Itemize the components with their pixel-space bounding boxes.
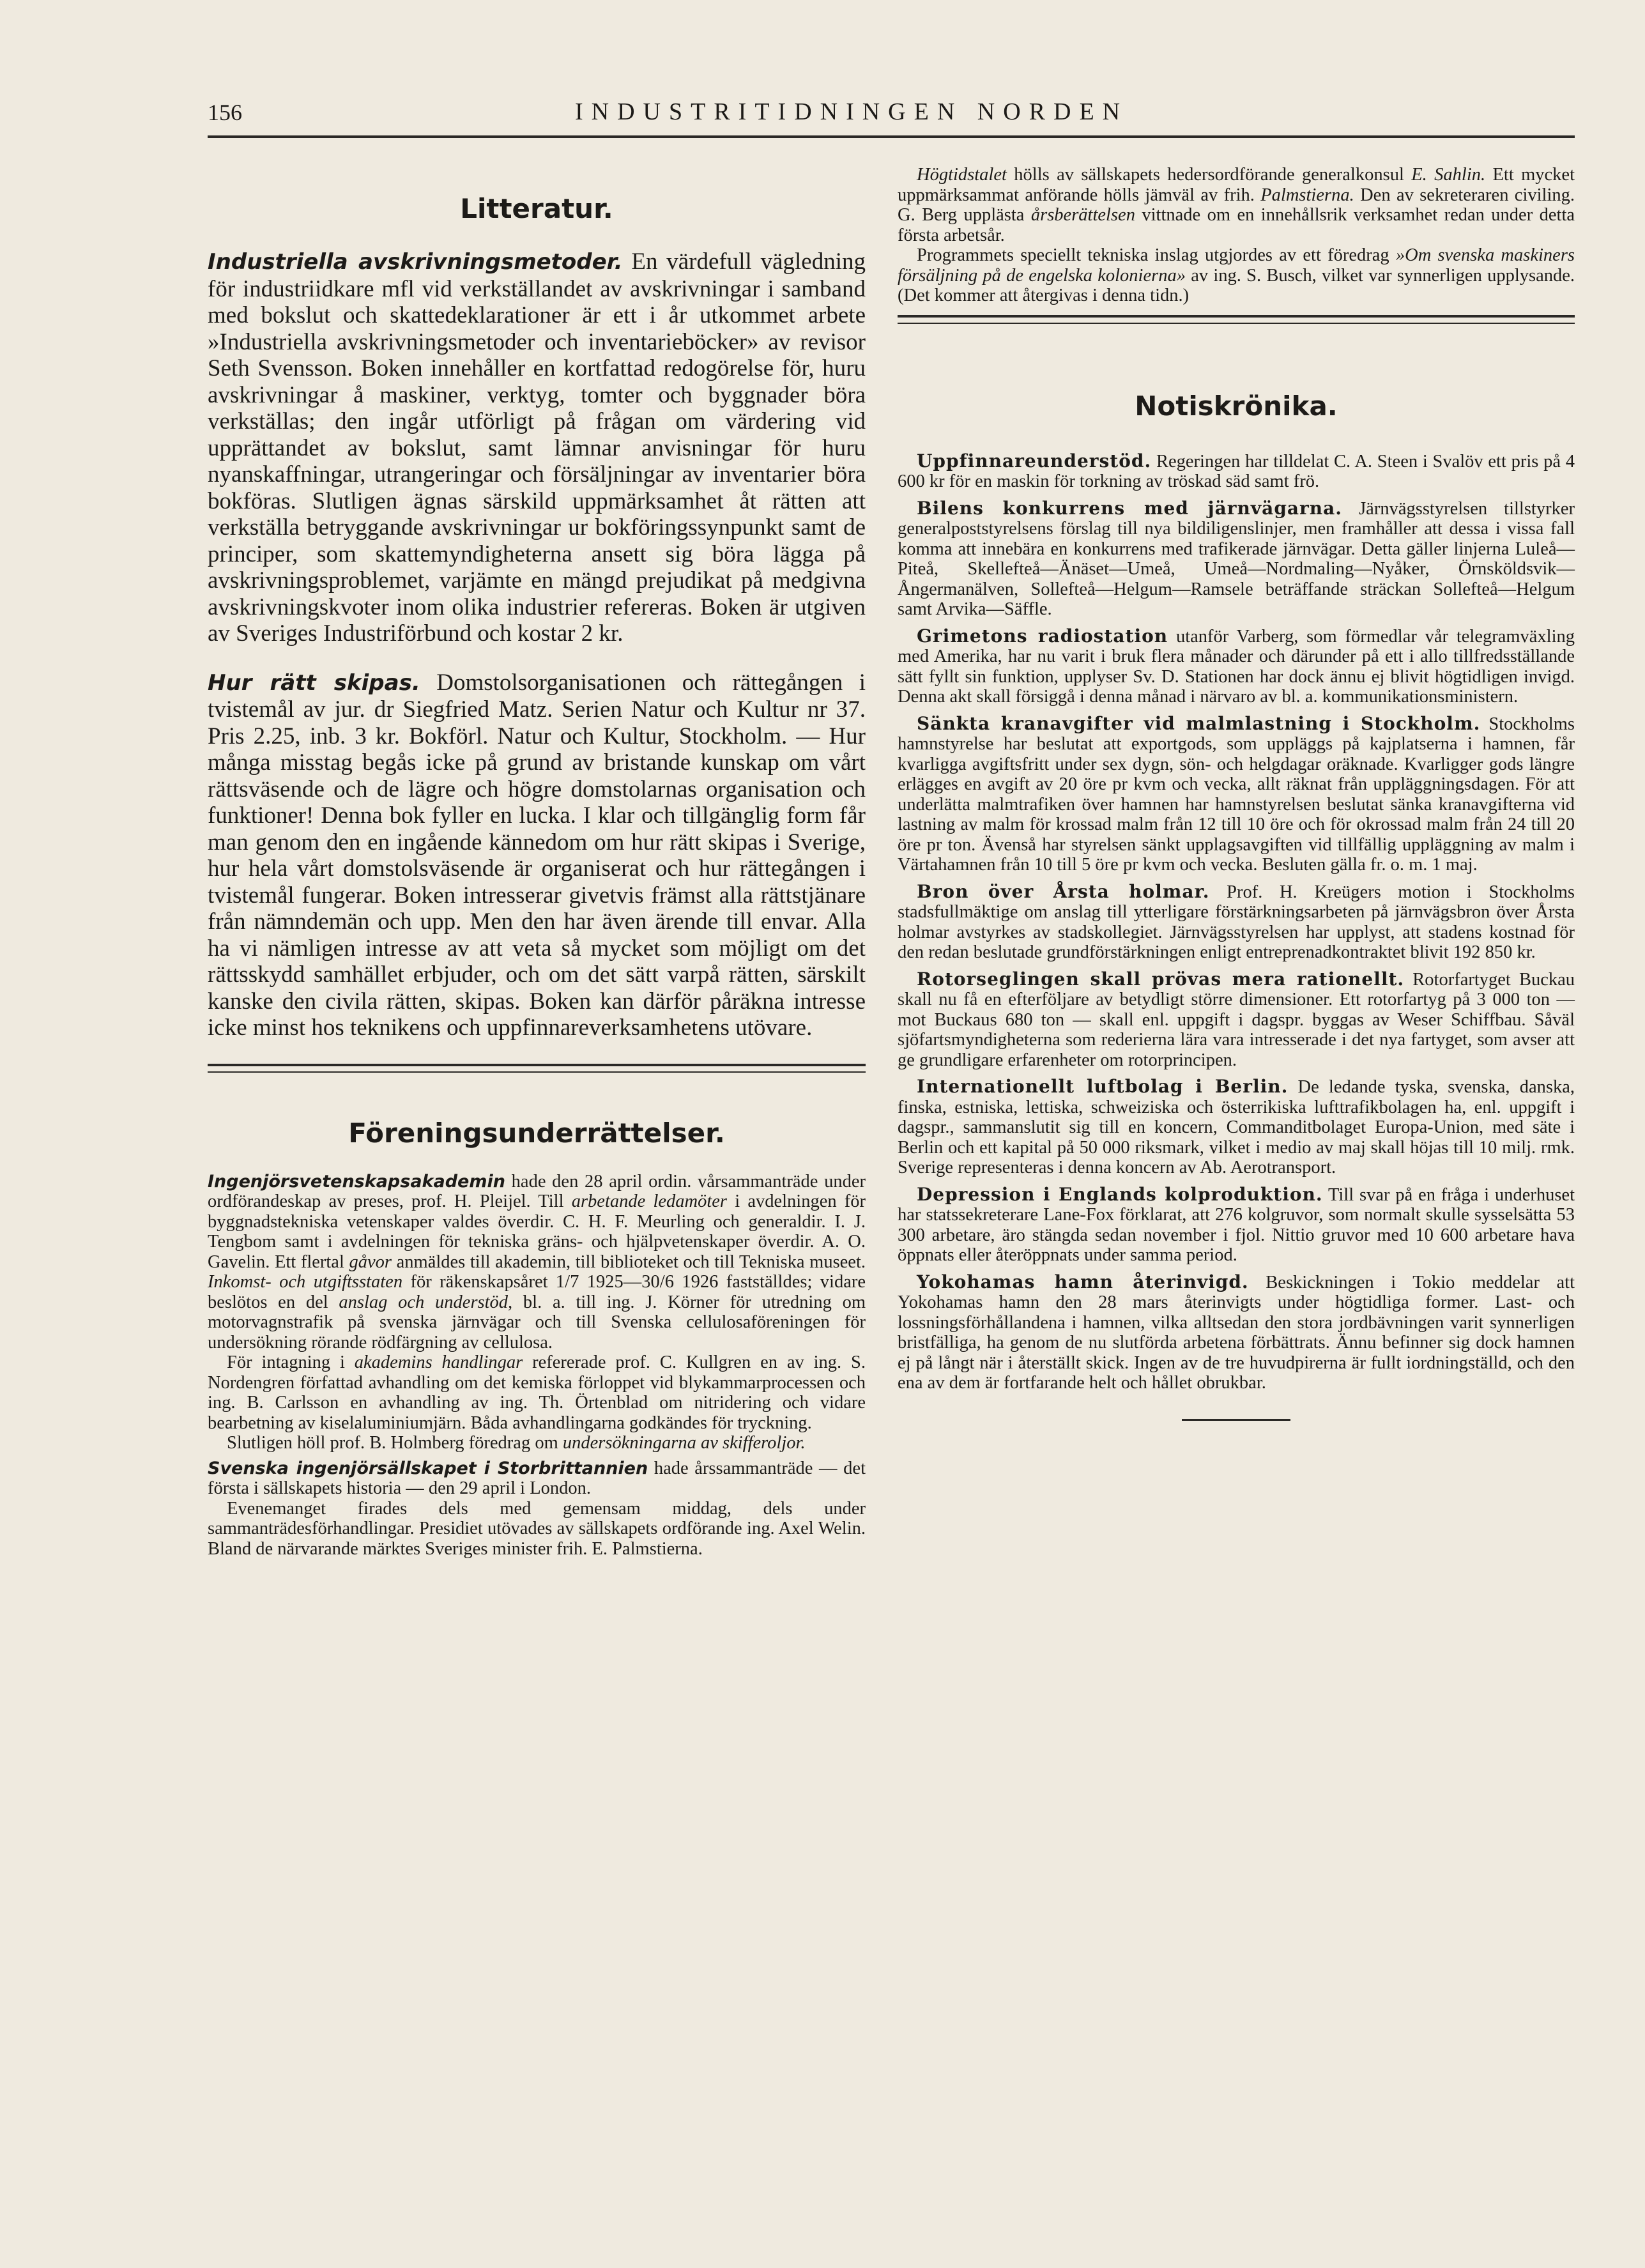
news-item <box>898 1077 1575 1178</box>
header-rule <box>208 135 1575 138</box>
page-number: 156 <box>208 100 242 125</box>
notice-evenemanget <box>208 1499 866 1559</box>
notice-text: Den av sekreteraren civiling. G. Berg upplästa <box>898 185 1575 225</box>
review-avskrivningsmetoder <box>208 249 866 647</box>
news-headline: Rotorseglingen skall prövas mera rationellt. <box>917 968 1405 990</box>
notice-text: Evenemanget firades dels med gemensam middag, dels under sammanträdesförhandlingar. Presidiet utövades av sällskapets ordförande ing. Axel Welin. Bland de närvarande märktes Sveriges minister frih. E. Palmstierna. <box>208 1498 866 1559</box>
notice-emphasis: Palmstierna. <box>1260 185 1354 205</box>
news-headline: Uppfinnareunderstöd. <box>917 450 1152 471</box>
notice-text: vittnade om en innehållsrik verksamhet redan under detta första arbetsår. <box>898 205 1575 245</box>
notice-text: refererade prof. C. Kullgren en av ing. S. Nordengren författad avhandling om det kemiska förloppet vid blykammarprocessen och ing. B. Carlsson en avhandling av ing. Th. Örtenblad om nitridering och vidare bearbetning av kiselaluminiumjärn. Båda avhandlingarna godkändes för tryckning. <box>208 1352 866 1433</box>
notice-emphasis: Inkomst- och utgiftsstaten <box>208 1272 403 1292</box>
news-item <box>898 626 1575 707</box>
notice-text: för räkenskapsåret 1/7 1925—30/6 1926 fastställdes; vidare beslötos en del <box>208 1272 866 1312</box>
section-title-notiskronika: Notiskrönika. <box>1135 390 1338 422</box>
notice-text: hade årssammanträde — det första i sällskapets historia — den 29 april i London. <box>208 1458 866 1498</box>
news-headline: Bilens konkurrens med järnvägarna. <box>917 497 1343 519</box>
news-text: De ledande tyska, svenska, danska, finska, estniska, lettiska, schweiziska och österrikiska lufttrafikbolagen ha, enl. uppgift i dagspr., sammanslutit sig till en koncern, Commanditbolaget Europa-Union, med säte i Berlin och ett kapital på 50 000 riksmark, vilket i medio av maj skall höjas till 10 milj. rmk. Sverige representeras i denna koncern av Ab. Aerotransport. <box>898 1077 1575 1177</box>
news-item <box>898 1184 1575 1266</box>
notice-keyword: Svenska ingenjörsällskapet i Storbrittannien <box>208 1458 648 1478</box>
notice-keyword: Ingenjörsvetenskapsakademin <box>208 1171 505 1191</box>
notice-storbrittannien <box>208 1459 866 1499</box>
section-divider <box>898 315 1575 324</box>
news-text: Till svar på en fråga i underhuset har statssekreterare Lane-Fox förklarat, att 276 kolgruvor, som normalt skulle sysselsätta 53 300 arbetare, äro stängda sedan november i fjol. Nittio gruvor med 10 600 arbetare hava öppnats eller återöppnats under samma period. <box>898 1184 1575 1265</box>
review-keyword: Industriella avskrivningsmetoder. <box>208 249 623 275</box>
review-text: En värdefull vägledning för industriidkare mfl vid verkställandet av avskrivningar i samband med bokslut och skattedeklarationer är ett i år utkommet arbete »Industriella avskrivningsmetoder och inventarieböcker» av revisor Seth Svensson. Boken innehåller en kortfattad redogörelse för, huru avskrivningar å maskiner, verktyg, tomter och byggnader böra verkställas; den ingår utförligt på frågan om värdering vid upprättandet av bokslut, samt lämnar anvisningar för huru nyanskaffningar, utrangeringar och försäljningar av inventarier böra bokföras. Slutligen ägnas särskild uppmärksamhet åt rätten att verkställa betryggande avskrivningar ur bokföringssynpunkt samt de principer, som skattemyndigheterna ansett sig böra lägga på avskrivningsproblemet, varjämte en mängd prejudikat på medgivna avskrivningskvoter inom olika industrier refereras. Boken är utgiven av Sveriges Industriförbund och kostar 2 kr. <box>208 249 866 647</box>
notice-emphasis: arbetande ledamöter <box>571 1191 728 1211</box>
section-title-foreningsunderrattelser: Föreningsunderrättelser. <box>348 1117 725 1149</box>
notice-emphasis: gåvor <box>349 1252 392 1272</box>
notice-emphasis: undersökningarna av skifferoljor. <box>562 1433 806 1453</box>
news-headline: Bron över Årsta holmar. <box>917 880 1210 902</box>
news-text: utanför Varberg, som förmedlar vår telegramväxling med Amerika, har nu varit i bruk flera månader och därunder på ett i allo tillfredsställande sätt fyllt sin funktion, upplyser Sv. D. Stationen har dock ännu ej blivit högtidligen invigd. Denna akt skall försiggå i denna månad i närvaro av bl. a. kommunikationsministern. <box>898 626 1575 707</box>
notice-text: i avdelningen för byggnadstekniska vetenskaper valdes överdir. C. H. F. Meurling och generaldir. I. J. Tengbom samt i avdelningen för tekniska gräns- och hjälpvetenskaper överdir. A. O. Gavelin. Ett flertal <box>208 1191 866 1272</box>
news-headline: Grimetons radiostation <box>917 625 1168 647</box>
news-item <box>898 1272 1575 1393</box>
notice-programmet <box>898 245 1575 306</box>
left-column <box>208 160 866 1559</box>
notice-text: Ett mycket uppmärksammat anförande hölls jämväl av frih. <box>898 165 1575 205</box>
review-hur-ratt-skipas <box>208 670 866 1041</box>
news-text: Prof. H. Kreügers motion i Stockholms stadsfullmäktige om anslag till ytterligare förstärkningsarbeten på järnvägsbron över Årsta holmar avstyrkes av stadskollegiet. Järnvägsstyrelsen har upplyst, att stadens kostnad för den redan beslutade grundförstärkningen enligt entreprenadkontraktet blivit 192 850 kr. <box>898 882 1575 962</box>
notice-hogtidstalet <box>898 165 1575 245</box>
news-item <box>898 498 1575 620</box>
end-rule <box>1182 1419 1290 1421</box>
notice-text: anmäldes till akademin, till biblioteket och till Tekniska museet. <box>396 1252 866 1272</box>
notice-text: bl. a. till ing. J. Körner för utredning om motorvagnstrafik på svenska järnvägar och till Svenska cellulosaföreningen för undersökning rörande rödfärgning av cellulosa. <box>208 1292 866 1352</box>
news-text: Stockholms hamnstyrelse har beslutat att exportgods, som uppläggs på kajplatserna i hamnen, får kvarligga avgiftsfritt under sex dygn, sön- och helgdagar oräknade. Kvarligger gods längre erlägges en avgift av 20 öre pr kvm och vecka, allt räknat från uppläggningsdagen. För att underlätta malmtrafiken över hamnen har hamnstyrelsen beslutat sänka kranavgifterna vid lastning av malm för krossad malm från 12 till 10 öre och för okrossad malm från 24 till 20 öre pr ton. Ävenså har styrelsen sänkt upplagsavgiften vid tillfällig uppläggning av malm i Värtahamnen från 10 till 5 öre pr kvm och vecka. Besluten gälla fr. o. m. 1 maj. <box>898 714 1575 875</box>
notice-akademins-handlingar <box>208 1352 866 1433</box>
notice-holmberg <box>208 1433 866 1453</box>
news-headline: Yokohamas hamn återinvigd. <box>917 1271 1249 1292</box>
section-divider <box>208 1064 866 1073</box>
header <box>208 93 1575 137</box>
news-text: Järnvägsstyrelsen tillstyrker generalpoststyrelsens förslag till nya bildiligenslinjer, men framhåller att dessa i vissa fall komma att innebära en konkurrens med trafikerade järnvägar. Detta gäller linjerna Luleå—Piteå, Skellefteå—Änäset—Umeå, Umeå—Nordmaling—Nyåker, Örnsköldsvik—Ångermanälven, Sollefteå—Helgum—Ramsele beträffande sträckan Sollefteå—Helgum samt Arvika—Säffle. <box>898 498 1575 619</box>
notice-emphasis: anslag och understöd, <box>339 1292 513 1312</box>
notice-emphasis: årsberättelsen <box>1030 205 1135 225</box>
review-text: Domstolsorganisationen och rättegången i tvistemål av jur. dr Siegfried Matz. Serien Natur och Kultur nr 37. Pris 2.25, inb. 3 kr. Bokförl. Natur och Kultur, Stockholm. — Hur många misstag begås icke på grund av bristande kunskap om vårt rättsväsende och de lägre och högre domstolarnas organisation och funktioner! Denna bok fyller en lucka. I klar och tillgänglig form får man genom den en ingående kännedom om hur rätt skipas i Sverige, hur hela vårt domstolsväsende är organiserat och hur rättegången i tvistemål fungerar. Boken intresserar givetvis främst alla rättstjänare från nämndemän och upp. Men den har även ärende till envar. Alla ha vi nämligen intresse av att veta så mycket som möjligt om det rättsskydd samhället erbjuder, och om det sätt varpå rätten, särskilt kanske den civila rätten, skipas. Boken kan därför påräkna intresse icke minst hos teknikens och uppfinnareverksamhetens utövare. <box>208 669 866 1041</box>
right-column <box>898 165 1575 1421</box>
notice-ingenjorsvetenskapsakademin <box>208 1172 866 1353</box>
news-item <box>898 714 1575 875</box>
notice-emphasis: Högtidstalet <box>917 165 1007 185</box>
section-title-litteratur: Litteratur. <box>460 193 613 224</box>
news-text: Regeringen har tilldelat C. A. Steen i Svalöv ett pris på 4 600 kr för en maskin för torkning av tröskad säd samt frö. <box>898 451 1575 491</box>
news-item <box>898 882 1575 963</box>
review-keyword: Hur rätt skipas. <box>208 670 420 696</box>
news-item <box>898 451 1575 492</box>
news-text: Beskickningen i Tokio meddelar att Yokohamas hamn den 28 mars återinvigts under högtidliga former. Last- och lossningsförhållandena i hamnen, vilka alltsedan den stora jordbävningen varit synnerligen bristfälliga, ha genom de nu slutförda arbetena förbättrats. Ännu befinner sig dock hamnen ej på långt när i återställt skick. Ingen av de tre huvudpirerna är fullt iordningställd, och den ena av dem är fortfarande helt och hållet obrukbar. <box>898 1272 1575 1393</box>
notice-emphasis: akademins handlingar <box>354 1352 523 1372</box>
notice-text: hade den 28 april ordin. vårsammanträde under ordförandeskap av preses, prof. H. Pleijel. Till <box>208 1171 866 1211</box>
news-text: Rotorfartyget Buckau skall nu få en efterföljare av betydligt större dimensioner. Ett rotorfartyg på 3 000 ton — mot Buckaus 680 ton — skall enl. uppgift i dagspr. byggas av Weser Schiffbau. Såväl sjöfartsmyndigheterna som rederierna lära vara intresserade i det nya fartyget, som avser att ge grundligare erfarenheter om rotorprincipen. <box>898 969 1575 1070</box>
notice-text: Slutligen höll prof. B. Holmberg föredrag om <box>227 1433 558 1453</box>
notice-text: hölls av sällskapets hedersordförande generalkonsul <box>1014 165 1404 185</box>
notice-emphasis: »Om svenska maskiners försäljning på de engelska kolonierna» <box>898 245 1575 286</box>
notice-text: Programmets speciellt tekniska inslag utgjordes av ett föredrag <box>917 245 1389 265</box>
notice-text: För intagning i <box>227 1352 345 1372</box>
running-head: INDUSTRITIDNINGEN NORDEN <box>575 98 1129 125</box>
news-headline: Depression i Englands kolproduktion. <box>917 1183 1323 1205</box>
notice-text: av ing. S. Busch, vilket var synnerligen upplysande. (Det kommer att återgivas i denna tidn.) <box>898 265 1575 305</box>
news-headline: Internationellt luftbolag i Berlin. <box>917 1076 1289 1097</box>
news-headline: Sänkta kranavgifter vid malmlastning i Stockholm. <box>917 712 1481 734</box>
news-item <box>898 969 1575 1071</box>
notice-emphasis: E. Sahlin. <box>1411 165 1486 185</box>
